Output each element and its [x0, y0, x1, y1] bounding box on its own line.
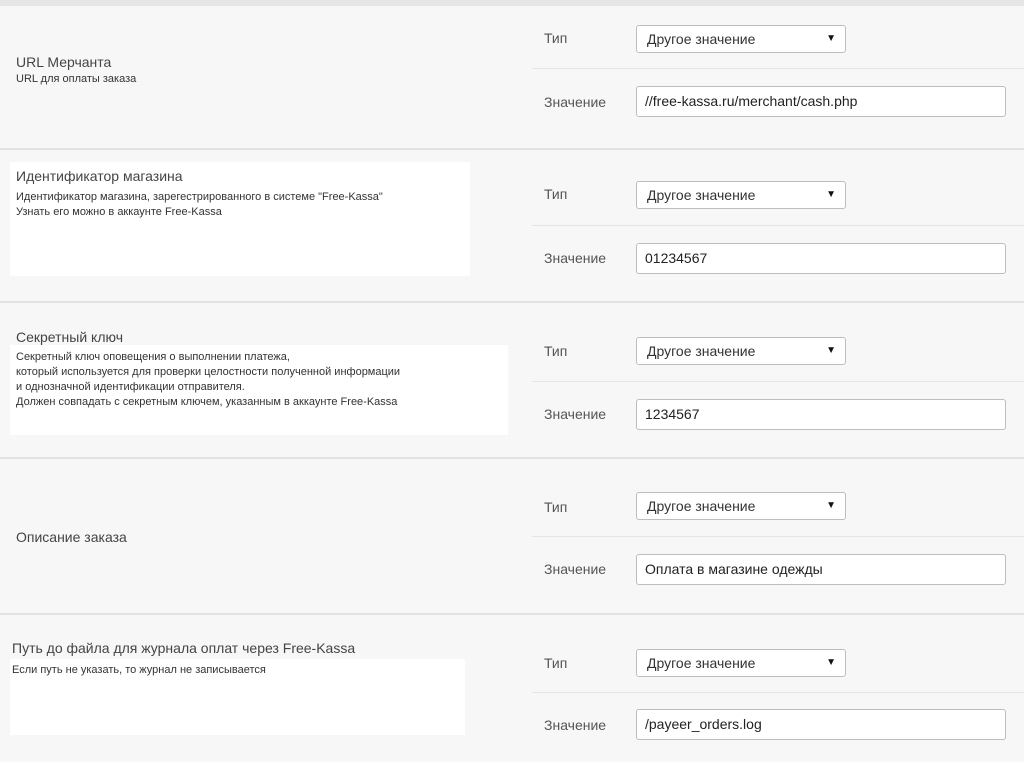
- dropdown-arrow-icon: ▼: [826, 189, 836, 200]
- dropdown-arrow-icon: ▼: [826, 33, 836, 44]
- value-input[interactable]: Оплата в магазине одежды: [636, 554, 1006, 585]
- type-select-value: Другое значение: [647, 31, 756, 47]
- type-select[interactable]: [636, 25, 846, 53]
- value-label: Значение: [544, 717, 607, 733]
- type-label: Тип: [544, 343, 568, 359]
- type-select-value: Другое значение: [647, 498, 756, 514]
- dropdown-arrow-icon: ▼: [826, 500, 836, 511]
- setting-secret-key: [0, 301, 1024, 458]
- type-select[interactable]: [636, 181, 846, 209]
- type-select-value: Другое значение: [647, 655, 756, 671]
- setting-description: Идентификатор магазина, зарегестрированного в системе "Free-Kassa" Узнать его можно в аккаунте Free-Kassa: [16, 191, 383, 218]
- value-input[interactable]: 01234567: [636, 243, 1006, 274]
- setting-title: Секретный ключ: [16, 329, 123, 345]
- value-label: Значение: [544, 250, 607, 266]
- row-divider: [532, 536, 1024, 537]
- dropdown-arrow-icon: ▼: [826, 345, 836, 356]
- setting-title: Путь до файла для журнала оплат через Free-Kassa: [12, 640, 356, 656]
- setting-title: URL Мерчанта: [16, 54, 112, 70]
- setting-description: Секретный ключ оповещения о выполнении платежа, который используется для проверки целостности полученной информации и однозначной идентификации отправителя. Должен совпадать с секретным ключем, указанным в аккаунте Free-Kassa: [16, 351, 401, 408]
- value-label: Значение: [544, 94, 607, 110]
- value-label: Значение: [544, 406, 607, 422]
- dropdown-arrow-icon: ▼: [826, 657, 836, 668]
- type-select[interactable]: [636, 337, 846, 365]
- type-select[interactable]: [636, 649, 846, 677]
- setting-shop-id: [0, 148, 1024, 302]
- setting-description: Если путь не указать, то журнал не записывается: [12, 664, 266, 676]
- type-select[interactable]: [636, 492, 846, 520]
- row-divider: [532, 225, 1024, 226]
- row-divider: [532, 692, 1024, 693]
- setting-order-description: [0, 457, 1024, 614]
- type-label: Тип: [544, 655, 568, 671]
- setting-description: URL для оплаты заказа: [16, 73, 137, 85]
- type-select-value: Другое значение: [647, 343, 756, 359]
- type-label: Тип: [544, 30, 568, 46]
- setting-title: Идентификатор магазина: [16, 168, 183, 184]
- type-select-value: Другое значение: [647, 187, 756, 203]
- setting-log-path: [0, 613, 1024, 762]
- row-divider: [532, 381, 1024, 382]
- setting-title: Описание заказа: [16, 529, 127, 545]
- type-label: Тип: [544, 499, 568, 515]
- type-label: Тип: [544, 186, 568, 202]
- row-divider: [532, 68, 1024, 69]
- value-input[interactable]: /payeer_orders.log: [636, 709, 1006, 740]
- value-label: Значение: [544, 561, 607, 577]
- setting-merchant-url: [0, 6, 1024, 148]
- value-input[interactable]: 1234567: [636, 399, 1006, 430]
- value-input[interactable]: //free-kassa.ru/merchant/cash.php: [636, 86, 1006, 117]
